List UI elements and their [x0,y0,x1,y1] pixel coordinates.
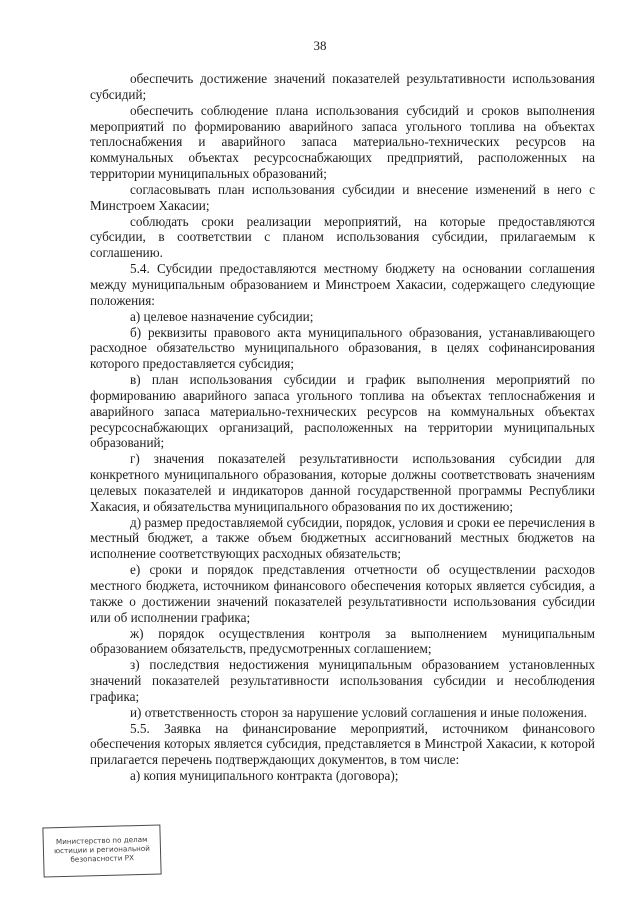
list-item: в) план использования субсидии и график выполнения мероприятий по формированию аварийного запаса угольного топлива на объектах теплоснабжения и аварийного запаса материально-технических ресурсов на коммунальных объектах ресурсоснабжающих организаций, расположенных на территории муниципальных образований; [90,372,595,451]
paragraph: обеспечить соблюдение плана использования субсидий и сроков выполнения мероприятий по формированию аварийного запаса угольного топлива на объектах теплоснабжения и аварийного запаса материально-технических ресурсов на коммунальных объектах ресурсоснабжающих предприятий, расположенных на территории муниципальных образований; [90,102,595,182]
stamp-line: Министерство по делам [55,834,148,847]
paragraph: обеспечить достижение значений показателей результативности использования субсидий; [90,71,595,102]
list-item: е) сроки и порядок представления отчетности об осуществлении расходов местного бюджета, источником финансового обеспечения которых является субсидия, а также о достижении значений показателей результативности использования субсидии или об исполнении графика; [90,562,595,625]
list-item: д) размер предоставляемой субсидии, порядок, условия и сроки ее перечисления в местный бюджет, а также объем бюджетных ассигнований местных бюджетов на исполнение соответствующих расходных обязательств; [90,514,595,562]
list-item: г) значения показателей результативности использования субсидии для конкретного муниципального образования, которые должны соответствовать значениям целевых показателей и индикаторов данной государственной программы Республики Хакасия, и обязательства муниципального образования по их достижению; [90,451,595,514]
list-item: а) целевое назначение субсидии; [130,308,314,324]
paragraph: соблюдать сроки реализации мероприятий, на которые предоставляются субсидии, в соответствии с планом использования субсидии, прилагаемым к соглашению. [90,213,595,261]
paragraph-section-5-4: 5.4. Субсидии предоставляются местному бюджету на основании соглашения между муниципальным образованием и Минстроем Хакасии, содержащего следующие положения: [90,261,595,308]
stamp-line: безопасности РХ [70,853,135,865]
stamp-line: юстиции и региональной [53,843,151,856]
ministry-stamp [42,824,161,877]
document-body [90,71,595,784]
list-item: и) ответственность сторон за нарушение условий соглашения и иные положения. [130,704,588,720]
list-item: ж) порядок осуществления контроля за выполнением муниципальным образованием обязательств, предусмотренных соглашением; [90,625,595,657]
list-item: з) последствия недостижения муниципальным образованием установленных значений показателей результативности использования субсидии и несоблюдения графика; [90,657,595,704]
list-item: а) копия муниципального контракта (договора); [130,768,399,784]
paragraph-section-5-5: 5.5. Заявка на финансирование мероприятий, источником финансового обеспечения которых является субсидия, представляется в Минстрой Хакасии, к которой прилагается перечень подтверждающих документов, в том числе: [90,720,595,768]
page-number: 38 [313,38,327,53]
paragraph: согласовывать план использования субсидии и внесение изменений в него с Минстроем Хакасии; [90,181,595,213]
list-item: б) реквизиты правового акта муниципального образования, устанавливающего расходное обязательство муниципального образования, в целях софинансирования которого предоставляется субсидия; [90,324,595,372]
